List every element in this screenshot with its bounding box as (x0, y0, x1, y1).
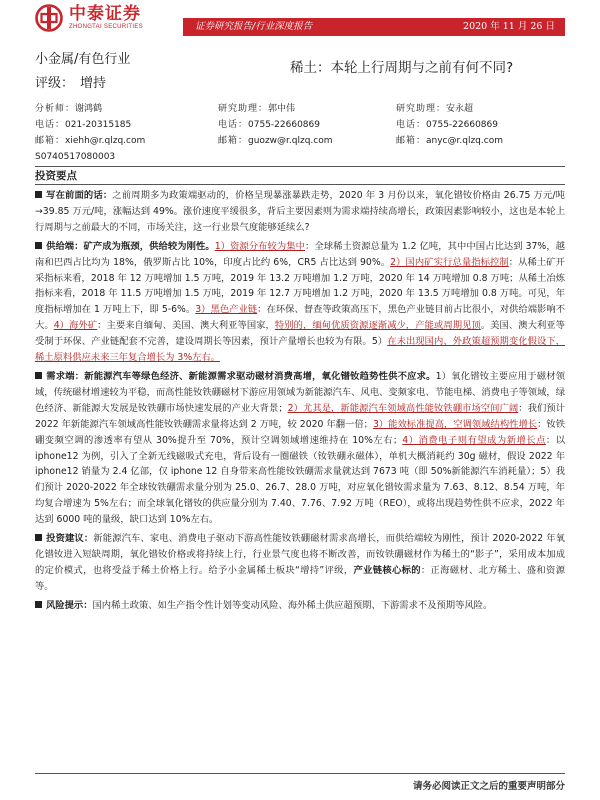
role-label: 研究助理： (218, 104, 269, 114)
company-name-en: ZHONGTAI SECURITIES (69, 24, 143, 30)
report-date: 2020 年 11 月 26 日 (463, 21, 555, 32)
paragraph-text: 国内稀土政策、如生产指令性计划等变动风险、海外稀土供应超预期、下游需求不及预期等风险。 (92, 599, 493, 611)
highlight-paragraph (35, 598, 565, 614)
phone-label: 电话： (396, 120, 427, 130)
underlined-text: 在未出现国内、外政策超预期变化假设下，稀土原料供应未来三年复合增长为 3%左右。 (35, 336, 565, 364)
role-label: 研究助理： (396, 104, 447, 114)
paragraph-text: ：以 iphone12 为例，引入了全新无线磁吸式充电，背后设有一圈磁铁（钕铁硼永磁体），单机大概消耗约 30g 磁材，假设 2022 年 iphone12 销量为 2.4 亿部，仅 iphone 12 自身带来高性能钕铁硼需求量就达到 7673 吨（即 50%新能源汽车消耗量）；5）我们预计 2020-2022 年全球钕铁硼需求量分别为 25.0、26.7、28.0 万吨，对应氧化镨钕需求量为 7.63、8.12、8.54 万吨，年均复合增速为 5%左右；而全球氧化镨钕的供应量分别为 7.40、7.76、7.92 万吨（REO），或将出现趋势性供不应求，2022 年达到 6000 吨的量级，缺口达到 10%左右。 (35, 434, 565, 526)
certificate-number: S0740517080003 (35, 152, 116, 162)
underlined-text: 3）能效标准提高，空调领域结构性增长 (372, 418, 538, 430)
paragraph-lead: 需求端：新能源汽车等绿色经济、新能源需求驱动磁材消费高增，氧化镨钕趋势性供不应求。 (46, 370, 436, 382)
report-title: 稀土：本轮上行周期与之前有何不同? (290, 60, 514, 76)
assistant-block-1 (218, 101, 333, 149)
paragraph-text: 。美国、澳大利亚等受制于环保、产业链配套不完善，建设周期长等因素，预计产量增长也较为有限。5） (35, 320, 565, 348)
company-logo (35, 4, 143, 32)
underlined-text: 1）资源分布较为集中 (214, 240, 305, 252)
assistant-block-2 (396, 101, 503, 149)
highlight-paragraph (35, 531, 565, 595)
analyst-block (35, 101, 145, 165)
role-label: 分析师： (35, 104, 76, 114)
square-bullet-icon (35, 372, 42, 379)
email-address[interactable]: xiehh@r.qlzq.com (65, 136, 146, 146)
person-name: 郭中伟 (268, 104, 296, 114)
square-bullet-icon (35, 242, 42, 249)
phone-label: 电话： (35, 120, 66, 130)
paragraph-text: ：全球稀土资源总量为 1.2 亿吨，其中中国占比达到 37%，越南和巴西占比均为 18%，俄罗斯占比 10%，印度占比约 6%，CR5 占比达到 90%。 (35, 240, 565, 268)
phone-number: 0755-22660869 (426, 120, 498, 130)
square-bullet-icon (35, 601, 42, 608)
paragraph-text: ：主要来自缅甸、美国、澳大利亚等国家， (97, 320, 275, 332)
zhongtai-logo-icon (35, 4, 63, 32)
paragraph-lead: 写在前面的话： (46, 190, 113, 201)
paragraph-text: ：我们预计 2022 年新能源汽车领域高性能钕铁硼需求量将达到 2 万吨，较 2020 年翻一倍； (35, 402, 565, 430)
email-label: 邮箱： (218, 136, 249, 146)
paragraph-lead: 投资建议： (46, 533, 94, 545)
rating-value: 增持 (80, 76, 107, 91)
square-bullet-icon (35, 191, 42, 198)
footer-divider (35, 773, 565, 774)
rating (35, 72, 106, 91)
sector-label: 小金属/有色行业 (35, 52, 131, 67)
underlined-text: 特别的，缅甸优质资源逐渐减少，产能或周期见顶 (274, 320, 481, 332)
highlight-paragraph (35, 239, 565, 366)
underlined-text: 2）国内矿实行总量指标控制 (390, 256, 509, 268)
phone-label: 电话： (218, 120, 249, 130)
underlined-text: 3）黑色产业链 (195, 304, 258, 316)
paragraph-text: ：钕铁硼变频空调的渗透率有望从 30%提升至 70%，预计空调领域增速维持在 10%左右； (35, 418, 565, 446)
section-divider-top (35, 166, 565, 167)
person-name: 谢鸿鹤 (75, 104, 103, 114)
underlined-text: 4）海外矿 (53, 320, 98, 332)
underlined-text: 2）尤其是，新能源汽车领域高性能钕铁硼市场空间广阔 (287, 402, 519, 414)
report-header (0, 0, 600, 44)
report-type-tag: 证券研究报告/行业深度报告 (195, 21, 313, 32)
square-bullet-icon (35, 534, 42, 541)
paragraph-text: 之前周期多为政策端驱动的，价格呈现暴涨暴跌走势，2020 年 3 月份以来，氧化镨钕价格由 26.75 万元/吨→39.85 万元/吨，涨幅达到 49%。涨价速度平缓很多，背后主要因素则为需求端持续高增长，政策因素影响较小，这也是本轮上行周期与之前最大的不同，市场关注，这一行业景气度能够延续么? (35, 190, 565, 233)
paragraph-text: ：正海磁材、北方稀土、盛和资源等。 (35, 564, 565, 592)
paragraph-lead: 供给端：矿产成为瓶颈，供给较为刚性。 (46, 240, 215, 252)
paragraph-text: 新能源汽车、家电、消费电子驱动下游高性能钕铁硼磁材需求高增长，而供给端较为刚性，预计 2020-2022 年氧化镨钕进入短缺周期，氧化镨钕价格或将持续上行，行业景气度也将不断改善，而钕铁硼磁材作为稀土的“影子”，采用成本加成的定价模式，也将受益于稀土价格上行。给予小金属稀土板块“增持”评级， (35, 533, 565, 576)
phone-number: 0755-22660869 (248, 120, 320, 130)
underlined-text: 4）消费电子则有望成为新增长点 (402, 434, 546, 446)
paragraph-text: 1）氧化镨钕主要应用于磁材领域，传统磁材增速较为平稳，而高性能钕铁硼磁材下游应用领域为新能源汽车、风电、变频家电、节能电梯、消费电子等领域，绿色经济、新能源大发展是钕铁硼市场快速发展的产业大背景； (35, 370, 565, 414)
company-name-cn: 中泰证券 (69, 4, 141, 24)
highlight-paragraph (35, 369, 565, 528)
rating-label: 评级： (35, 76, 75, 91)
email-address[interactable]: anyc@r.qlzq.com (426, 136, 503, 146)
disclaimer-footer: 请务必阅读正文之后的重要声明部分 (412, 781, 565, 792)
report-banner (183, 18, 565, 36)
email-address[interactable]: guozw@r.qlzq.com (248, 136, 333, 146)
investment-highlights (35, 188, 565, 617)
section-divider-bottom (35, 184, 565, 185)
paragraph-lead: 风险提示： (46, 599, 93, 611)
bold-text: 产业链核心标的 (353, 564, 421, 576)
section-title: 投资要点 (35, 170, 77, 182)
highlight-paragraph (35, 188, 565, 236)
phone-number: 021-20315185 (65, 120, 132, 130)
email-label: 邮箱： (396, 136, 427, 146)
paragraph-text: ：在环保、督查等政策高压下，黑色产业链目前占比很小，对供给端影响不大。 (35, 304, 565, 332)
email-label: 邮箱： (35, 136, 66, 146)
paragraph-text: ：从稀土矿开采指标来看，2018 年 12 万吨增加 1.5 万吨，2019 年 13.2 万吨增加 1.2 万吨，2020 年 14 万吨增加 0.8 万吨；从稀土冶炼指标来看，2018 年 11.5 万吨增加 1.5 万吨，2019 年 12.7 万吨增加 1.2 万吨，2020 年 13.5 万吨增加 0.8 万吨。可见，年度指标增加在 1 万吨上下，即 5-6%。 (35, 256, 565, 316)
person-name: 安永超 (446, 104, 474, 114)
